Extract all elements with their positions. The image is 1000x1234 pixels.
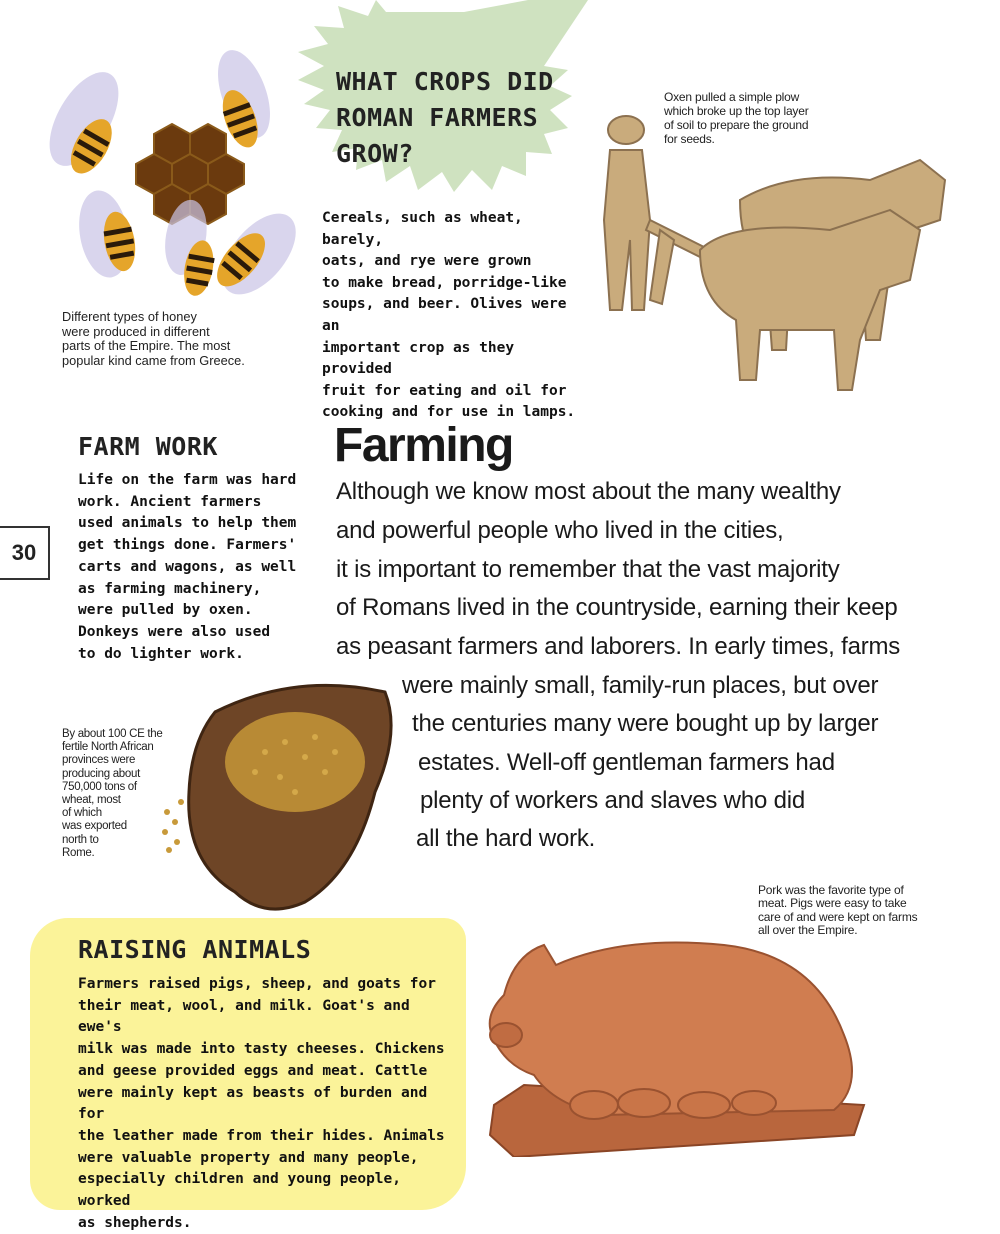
grain-sack-illustration	[155, 672, 405, 920]
pig-sculpture-illustration	[484, 935, 870, 1157]
body-line: the centuries many were bought up by larger	[412, 710, 879, 737]
body-line: were mainly small, family-run places, but over	[402, 672, 879, 699]
pork-caption: Pork was the favorite type of meat. Pigs were easy to take care of and were kept on farms all over the Empire.	[758, 883, 918, 938]
bees-honeycomb-illustration	[44, 34, 306, 324]
crops-body: Cereals, such as wheat, barely, oats, and rye were grown to make bread, porridge-like soups, and beer. Olives were an important crop as they provided fruit for eating and oil for cooking and for use in lamps.	[322, 210, 576, 421]
body-line: it is important to remember that the vast majority	[336, 556, 840, 583]
raising-animals-title: RAISING ANIMALS	[78, 935, 312, 964]
crops-title: WHAT CROPS DID ROMAN FARMERS GROW?	[336, 67, 554, 168]
farm-work-body: Life on the farm was hard work. Ancient farmers used animals to help them get things done. Farmers' carts and wagons, as well as farming machinery, were pulled by oxen. Donkeys were also used to do lighter work.	[78, 472, 297, 662]
body-line: all the hard work.	[416, 825, 596, 852]
body-line: estates. Well-off gentleman farmers had	[418, 749, 835, 776]
body-line: plenty of workers and slaves who did	[420, 787, 806, 814]
page-title: Farming	[334, 419, 513, 472]
grain-caption: By about 100 CE the fertile North African provinces were producing about 750,000 tons of wheat, most of which was exported north to Rome.	[62, 728, 163, 859]
raising-animals-body: Farmers raised pigs, sheep, and goats for their meat, wool, and milk. Goat's and ewe's milk was made into tasty cheeses. Chickens and geese provided eggs and meat. Cattle were mainly kept as beasts of burden and for the leather made from their hides. Animals were valuable property and many people, especially children and young people, worked as shepherds.	[78, 976, 445, 1231]
oxen-plow-illustration	[590, 110, 975, 395]
body-line: of Romans lived in the countryside, earning their keep	[336, 594, 898, 621]
body-line: as peasant farmers and laborers. In early times, farms	[336, 633, 901, 660]
farm-work-title: FARM WORK	[78, 432, 218, 461]
page-number: 30	[0, 526, 50, 580]
honey-caption: Different types of honey were produced in different parts of the Empire. The most popular kind came from Greece.	[62, 309, 245, 368]
body-line: and powerful people who lived in the cities,	[336, 517, 784, 544]
oxen-caption: Oxen pulled a simple plow which broke up the top layer of soil to prepare the ground for seeds.	[664, 90, 809, 146]
body-line: Although we know most about the many wealthy	[336, 478, 841, 505]
